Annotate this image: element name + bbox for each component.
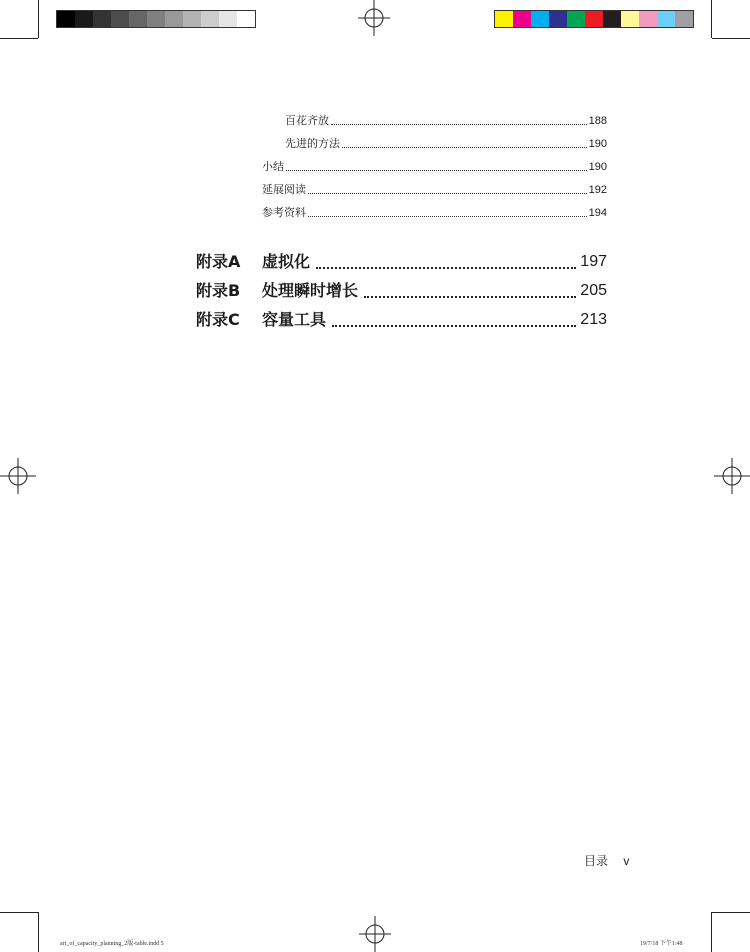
footer-section: 目录 bbox=[584, 854, 609, 868]
color-swatch bbox=[147, 11, 165, 27]
appendix-label: 附录A bbox=[196, 252, 241, 271]
color-swatch bbox=[201, 11, 219, 27]
leader-dots bbox=[332, 324, 576, 327]
appendix-title: 处理瞬时增长 bbox=[262, 281, 359, 300]
toc-entry-page: 194 bbox=[588, 207, 607, 219]
appendix-label: 附录B bbox=[196, 281, 241, 300]
color-swatch bbox=[165, 11, 183, 27]
color-swatch bbox=[219, 11, 237, 27]
grayscale-color-bar bbox=[56, 10, 256, 28]
leader-dots bbox=[364, 295, 576, 298]
appendix-page: 205 bbox=[580, 282, 607, 299]
color-swatch bbox=[495, 11, 513, 27]
crop-mark bbox=[0, 912, 38, 913]
leader-dots bbox=[308, 192, 587, 194]
color-swatch bbox=[237, 11, 255, 27]
toc-entry-page: 192 bbox=[588, 184, 607, 196]
color-swatch bbox=[603, 11, 621, 27]
appendix-title: 容量工具 bbox=[262, 310, 327, 329]
color-swatch bbox=[513, 11, 531, 27]
color-swatch bbox=[549, 11, 567, 27]
leader-dots bbox=[308, 215, 587, 217]
appendix-title: 虚拟化 bbox=[262, 252, 311, 271]
crop-mark bbox=[711, 0, 712, 38]
toc-entry-label: 先进的方法 bbox=[285, 137, 340, 150]
color-swatch bbox=[75, 11, 93, 27]
slug-filename: art_of_capacity_planning_2版-table.indd 5 bbox=[60, 941, 164, 947]
slug-timestamp: 19/7/18 下午1:48 bbox=[640, 941, 683, 947]
leader-dots bbox=[286, 169, 587, 171]
toc-entry-label: 延展阅读 bbox=[262, 183, 306, 196]
appendix-page: 197 bbox=[580, 253, 607, 270]
crop-mark bbox=[712, 38, 750, 39]
appendix-entry bbox=[196, 252, 607, 272]
toc-entry-label: 参考资料 bbox=[262, 206, 306, 219]
color-swatch bbox=[585, 11, 603, 27]
leader-dots bbox=[316, 266, 576, 269]
color-swatch bbox=[531, 11, 549, 27]
toc-entry-page: 190 bbox=[588, 161, 607, 173]
color-swatch bbox=[639, 11, 657, 27]
running-footer bbox=[584, 852, 629, 869]
color-swatch bbox=[567, 11, 585, 27]
footer-page-number: v bbox=[623, 854, 630, 868]
color-swatch bbox=[93, 11, 111, 27]
crop-mark bbox=[38, 912, 39, 952]
toc-entry bbox=[262, 183, 607, 197]
appendix-label: 附录C bbox=[196, 310, 240, 329]
toc-entry-label: 百花齐放 bbox=[285, 114, 329, 127]
color-swatch bbox=[657, 11, 675, 27]
toc-entry bbox=[285, 137, 607, 151]
color-swatch bbox=[183, 11, 201, 27]
registration-mark-icon bbox=[354, 0, 394, 40]
crop-mark bbox=[712, 912, 750, 913]
crop-mark bbox=[711, 912, 712, 952]
registration-mark-icon bbox=[355, 914, 395, 952]
toc-entry-page: 188 bbox=[588, 115, 607, 127]
toc-entry-label: 小结 bbox=[262, 160, 284, 173]
process-color-bar bbox=[494, 10, 694, 28]
color-swatch bbox=[621, 11, 639, 27]
toc-entry bbox=[262, 206, 607, 220]
toc-entry bbox=[262, 160, 607, 174]
leader-dots bbox=[342, 146, 587, 148]
color-swatch bbox=[57, 11, 75, 27]
color-swatch bbox=[675, 11, 693, 27]
color-swatch bbox=[111, 11, 129, 27]
color-swatch bbox=[129, 11, 147, 27]
registration-mark-icon bbox=[0, 456, 40, 496]
leader-dots bbox=[331, 123, 587, 125]
appendix-page: 213 bbox=[580, 311, 607, 328]
appendix-entry bbox=[196, 310, 607, 330]
toc-entry bbox=[285, 114, 607, 128]
registration-mark-icon bbox=[712, 456, 750, 496]
crop-mark bbox=[0, 38, 38, 39]
appendix-entry bbox=[196, 281, 607, 301]
toc-entry-page: 190 bbox=[588, 138, 607, 150]
crop-mark bbox=[38, 0, 39, 38]
